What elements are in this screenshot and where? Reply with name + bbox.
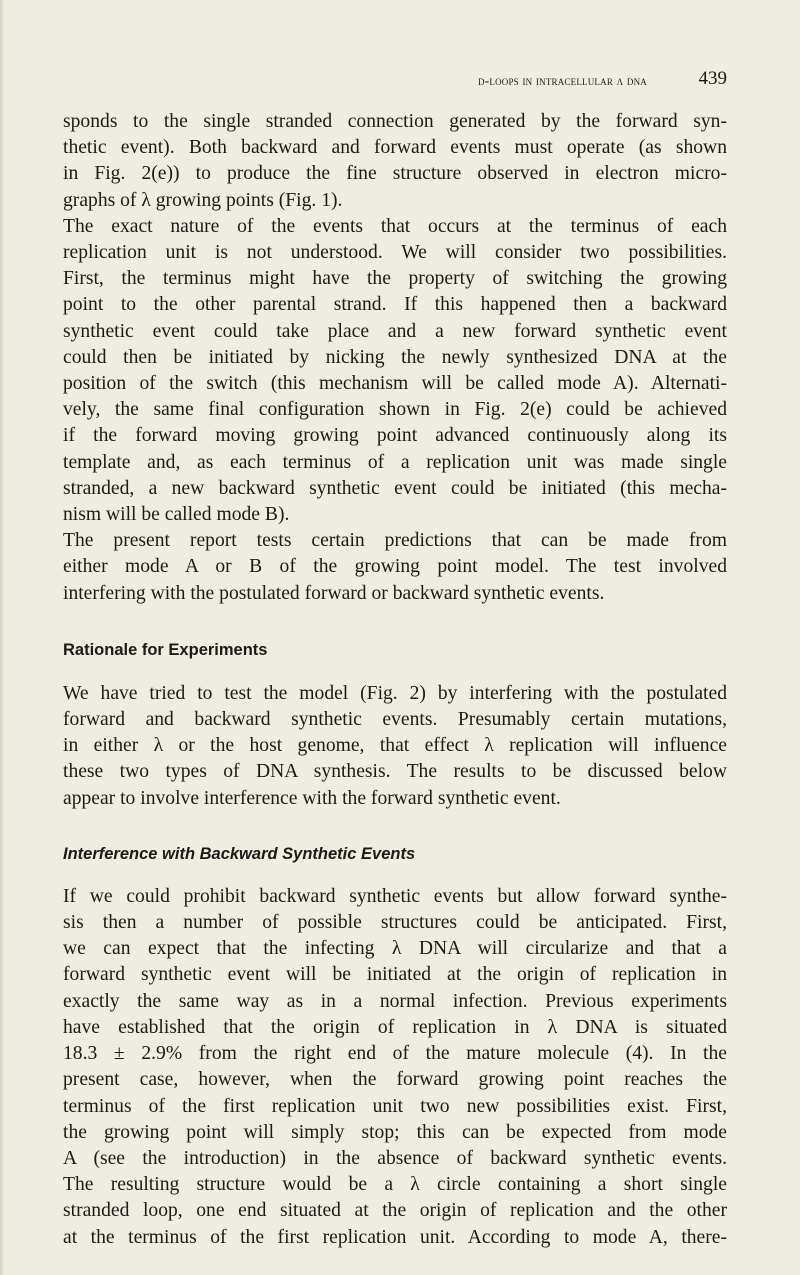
running-title: d-loops in intracellular λ dna [477, 73, 647, 88]
paragraph-4 [63, 681, 727, 812]
section-heading: Rationale for Experiments [63, 640, 268, 659]
running-head [63, 62, 727, 102]
text-line: exactly the same way as in a normal infection. Previous experiments [63, 990, 727, 1012]
page-number: 439 [698, 68, 727, 89]
paragraph-5 [63, 884, 727, 1251]
text-line: graphs of λ growing points (Fig. 1). [63, 189, 343, 211]
page-spine-shadow [0, 0, 5, 1275]
text-line: The resulting structure would be a λ circle containing a short single [63, 1174, 727, 1196]
text-line: replication unit is not understood. We will consider two possibilities. [63, 242, 727, 264]
text-line: A (see the introduction) in the absence of backward synthetic events. [63, 1147, 727, 1169]
text-line: could then be initiated by nicking the newly synthesized DNA at the [63, 346, 727, 368]
paragraph-1 [63, 109, 727, 214]
text-line: stranded, a new backward synthetic event could be initiated (this mecha- [63, 477, 727, 499]
text-line: template and, as each terminus of a replication unit was made single [63, 451, 727, 473]
text-line: either mode A or B of the growing point model. The test involved [63, 556, 727, 578]
text-line: if the forward moving growing point advanced continuously along its [63, 425, 727, 447]
text-line: 18.3 ± 2.9% from the right end of the mature molecule (4). In the [63, 1043, 727, 1065]
text-line: forward and backward synthetic events. Presumably certain mutations, [63, 709, 727, 731]
text-line: If we could prohibit backward synthetic events but allow forward synthe- [63, 885, 727, 907]
text-line: sis then a number of possible structures could be anticipated. First, [63, 912, 727, 934]
subsection-heading: Interference with Backward Synthetic Events [63, 844, 416, 863]
text-line: The exact nature of the events that occurs at the terminus of each [63, 215, 727, 237]
text-line: sponds to the single stranded connection generated by the forward syn- [63, 111, 727, 132]
text-line: appear to involve interference with the forward synthetic event. [63, 787, 561, 809]
paragraph-3 [63, 528, 727, 607]
paragraph-2 [63, 214, 727, 528]
text-line: The present report tests certain predictions that can be made from [63, 530, 727, 552]
text-line: position of the switch (this mechanism will be called mode A). Alternati- [63, 373, 727, 395]
text-line: at the terminus of the first replication unit. According to mode A, there- [63, 1226, 727, 1248]
text-line: have established that the origin of replication in λ DNA is situated [63, 1016, 727, 1038]
text-line: terminus of the first replication unit two new possibilities exist. First, [63, 1095, 727, 1117]
text-line: present case, however, when the forward growing point reaches the [63, 1069, 727, 1091]
text-line: the growing point will simply stop; this can be expected from mode [63, 1121, 727, 1143]
document-page [63, 62, 727, 1251]
text-line: in Fig. 2(e)) to produce the fine structure observed in electron micro- [63, 163, 727, 185]
text-line: nism will be called mode B). [63, 504, 290, 526]
text-line: stranded loop, one end situated at the origin of replication and the other [63, 1200, 727, 1222]
text-line: we can expect that the infecting λ DNA will circularize and that a [63, 938, 727, 960]
text-line: vely, the same final configuration shown in Fig. 2(e) could be achieved [63, 399, 727, 421]
text-line: forward synthetic event will be initiated at the origin of replication in [63, 964, 727, 986]
text-line: synthetic event could take place and a new forward synthetic event [63, 320, 727, 342]
text-line: interfering with the postulated forward or backward synthetic events. [63, 582, 605, 604]
text-line: thetic event). Both backward and forward events must operate (as shown [63, 137, 727, 159]
text-line: in either λ or the host genome, that effect λ replication will influence [63, 735, 727, 757]
text-line: We have tried to test the model (Fig. 2) by interfering with the postulated [63, 682, 727, 704]
text-line: First, the terminus might have the property of switching the growing [63, 268, 727, 290]
text-line: these two types of DNA synthesis. The results to be discussed below [63, 761, 727, 783]
text-line: point to the other parental strand. If this happened then a backward [63, 294, 727, 316]
